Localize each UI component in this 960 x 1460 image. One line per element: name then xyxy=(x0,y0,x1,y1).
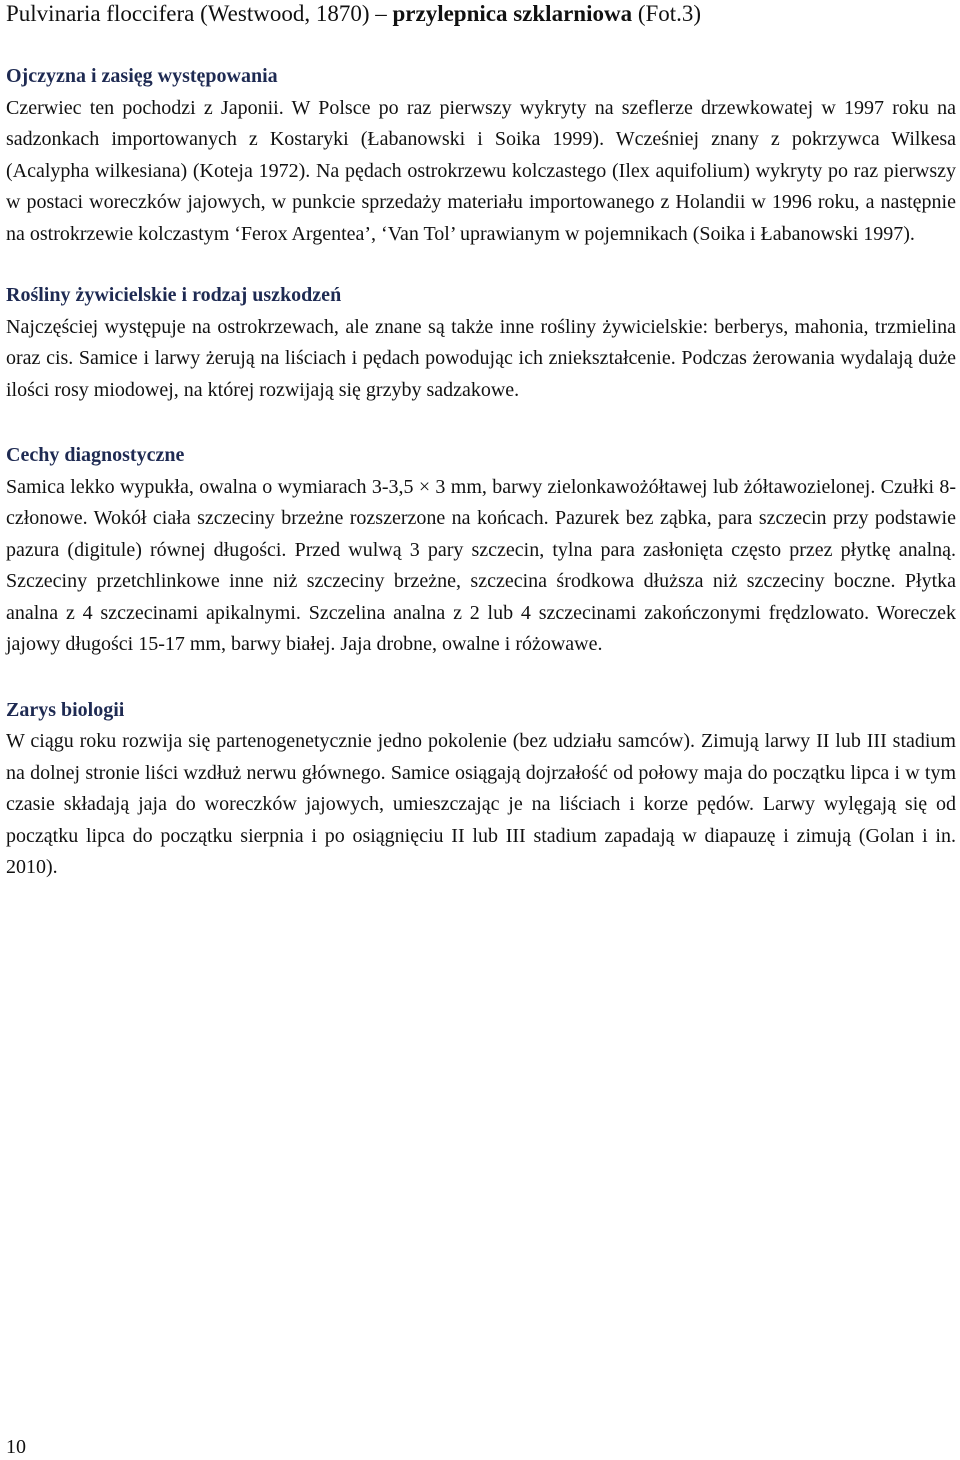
species-title xyxy=(6,0,956,27)
section-diagnostic-features xyxy=(6,440,956,661)
section-biology-outline xyxy=(6,695,956,884)
section-host-plants xyxy=(6,280,956,406)
section-heading: Ojczyzna i zasięg występowania xyxy=(6,65,278,87)
section-paragraph: Samica lekko wypukła, owalna o wymiarach 3-3,5 × 3 mm, barwy zielonkawożółtawej lub żółtawozielonej. Czułki 8-członowe. Wokół ciała szczeciny brzeżne rozszerzone na końcach. Pazurek bez ząbka, para szczecin przy podstawie pazura (digitule) równej długości. Przed wulwą 3 pary szczecin, tylna para zasłonięta często przez płytkę analną. Szczeciny przetchlinkowe inne niż szczeciny brzeżne, szczecina środkowa dłuższa niż szczeciny boczne. Płytka analna z 4 szczecinami apikalnymi. Szczelina analna z 2 lub 4 szczecinami zakończonymi frędzlowato. Woreczek jajowy długości 15-17 mm, barwy białej. Jaja drobne, owalne i różowawe. xyxy=(6,475,956,655)
document-page xyxy=(6,0,956,884)
title-photo-reference: (Fot.3) xyxy=(637,1,702,26)
section-paragraph: W ciągu roku rozwija się partenogenetycznie jedno pokolenie (bez udziału samców). Zimują larwy II lub III stadium na dolnej stronie liści wzdłuż nerwu głównego. Samice osiągają dojrzałość od połowy maja do początku lipca i w tym czasie składają jaja do woreczków jajowych, umieszczając je na liściach i korze pędów. Larwy wylęgają się od początku lipca do początku sierpnia i po osiągnięciu II lub III stadium zapadają w diapauzę i zimują (Golan i in. 2010). xyxy=(6,730,956,878)
title-common-name: przylepnica szklarniowa xyxy=(392,1,633,26)
section-heading: Cechy diagnostyczne xyxy=(6,444,185,466)
section-origin-range xyxy=(6,61,956,250)
section-heading: Rośliny żywicielskie i rodzaj uszkodzeń xyxy=(6,284,342,306)
section-heading: Zarys biologii xyxy=(6,698,125,721)
page-number: 10 xyxy=(6,1436,26,1458)
section-paragraph: Najczęściej występuje na ostrokrzewach, ale znane są także inne rośliny żywicielskie: berberys, mahonia, trzmielina oraz cis. Samice i larwy żerują na liściach i pędach powodując ich zniekształcenie. Podczas żerowania wydalają duże ilości rosy miodowej, na której rozwijają się grzyby sadzakowe. xyxy=(6,315,956,401)
title-species-name: Pulvinaria floccifera (Westwood, 1870) – xyxy=(6,1,387,26)
section-paragraph: Czerwiec ten pochodzi z Japonii. W Polsce po raz pierwszy wykryty na szeflerze drzewkowatej w 1997 roku na sadzonkach importowanych z Kostaryki (Łabanowski i Soika 1999). Wcześniej znany z pokrzywca Wilkesa (Acalypha wilkesiana) (Koteja 1972). Na pędach ostrokrzewu kolczastego (Ilex aquifolium) wykryty po raz pierwszy w postaci woreczków jajowych, w punkcie sprzedaży materiału importowanego z Holandii w 1996 roku, a następnie na ostrokrzewie kolczastym ‘Ferox Argentea’, ‘Van Tol’ uprawianym w pojemnikach (Soika i Łabanowski 1997). xyxy=(6,96,956,245)
